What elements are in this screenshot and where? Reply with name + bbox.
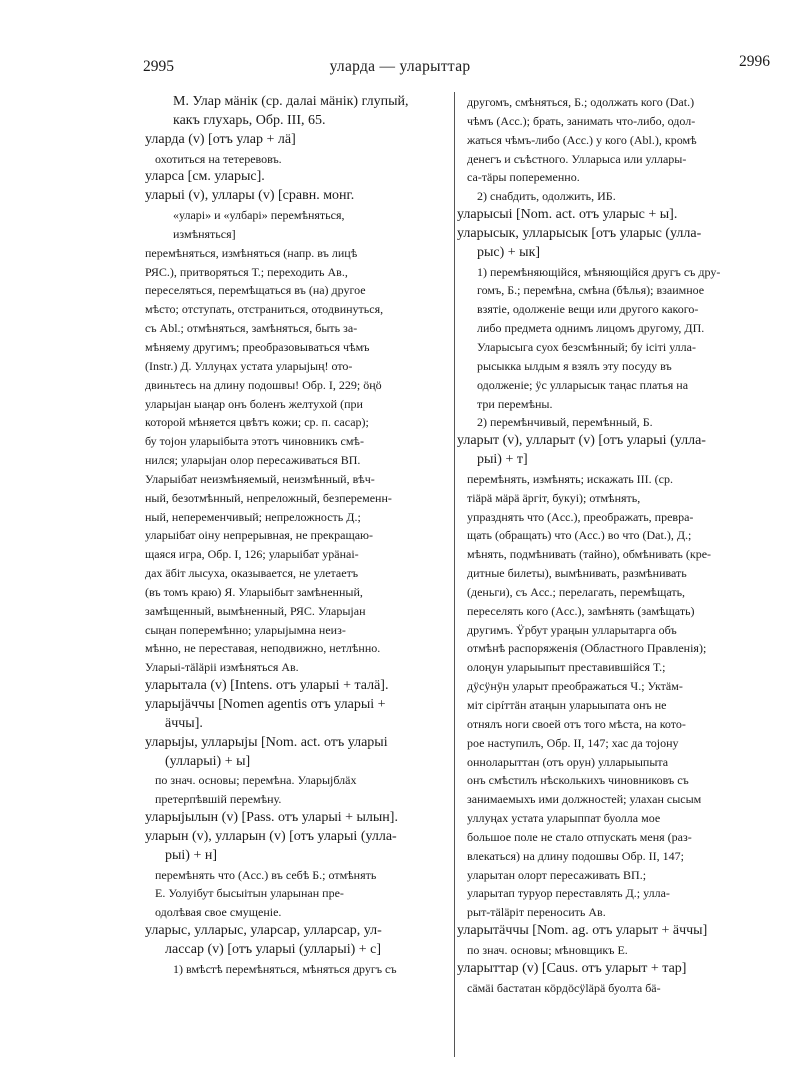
entry-text-line: (деньги), съ Acc.; перелагать, перемѣщать, <box>467 584 686 599</box>
entry-text-line: охотиться на тетеревовъ. <box>155 151 282 166</box>
entry-text-line: замѣщенный, вымѣненный, РЯС. Уларыјан <box>145 603 366 618</box>
page-number-right: 2996 <box>739 53 770 70</box>
entry-text-line: Уларысыга суох безсмѣнный; бу ісіті улла- <box>477 339 696 354</box>
entry-text-line: уларыібат оіну непрерывная, не прекращаю- <box>145 528 373 543</box>
entry-headword-line: рыс) + ык] <box>477 244 541 260</box>
entry-text-line: перемѣнять, измѣнять; искажать III. (ср. <box>467 471 673 486</box>
entry-text-line: уларытан олорт пересаживать ВП.; <box>467 867 647 882</box>
entry-text-line: са-тäры попеременно. <box>467 170 580 185</box>
entry-text-line: олоңун уларыыпыт преставившійся Т.; <box>467 660 666 675</box>
entry-headword-line: M. Улар мäнік (ср. далаі мäнік) глупый, <box>173 94 409 109</box>
entry-text-line: (въ томъ краю) Я. Уларыібыт замѣненный, <box>145 584 363 599</box>
entry-text-line: РЯС.), притворяться Т.; переходить Ав., <box>145 264 348 279</box>
entry-headword-line: уларысыі [Nom. act. отъ уларыс + ы]. <box>457 207 678 223</box>
entry-text-line: измѣняться] <box>173 226 236 241</box>
entry-text-line: 2) перемѣнчивый, перемѣнный, Б. <box>477 415 653 430</box>
entry-headword-line: уларыі (v), уллары (v) [сравн. монг. <box>145 188 355 204</box>
entry-text-line: влекаться) на длину подошвы Обр. II, 147; <box>467 848 684 863</box>
entry-headword-line: äччы]. <box>165 715 203 731</box>
entry-text-line: по знач. основы; мѣновщикъ Е. <box>467 942 628 957</box>
entry-text-line: рысыкка ылдым я взялъ эту посуду въ <box>477 358 672 373</box>
entry-headword-line: какъ глухарь, Обр. III, 65. <box>173 112 326 128</box>
entry-headword-line: уларыт (v), улларыт (v) [отъ уларыі (улла- <box>457 433 706 449</box>
entry-headword-line: уларыттар (v) [Caus. отъ уларыт + тар] <box>457 960 687 976</box>
entry-headword-line: уларыјылын (v) [Pass. отъ уларыі + ылын]. <box>145 810 398 826</box>
entry-headword-line: уларыјы, улларыјы [Nom. act. отъ уларыі <box>145 734 388 750</box>
entry-text-line: мѣняему другимъ; преобразовываться чѣмъ <box>145 339 370 354</box>
entry-text-line: по знач. основы; перемѣна. Уларыјблäх <box>155 773 357 788</box>
entry-text-line: занимаемыхъ ими должностей; улахан сысым <box>467 792 702 807</box>
entry-text-line: онноларыттан (отъ орун) улларыыпыта <box>467 754 669 769</box>
entry-headword-line: лассар (v) [отъ уларыі (улларыі) + с] <box>165 941 382 957</box>
entry-text-line: большое поле не стало отпускать меня (раз- <box>467 829 692 844</box>
entry-text-line: жаться чѣмъ-либо (Acc.) у кого (Abl.), кромѣ <box>467 132 697 147</box>
entry-text-line: рыт-тäläріт переносить Ав. <box>467 905 606 920</box>
entry-text-line: перемѣнять что (Acc.) въ себѣ Б.; отмѣнять <box>155 867 377 882</box>
entry-text-line: (Instr.) Д. Уллуңах устата уларыјың! ото- <box>145 358 353 373</box>
column-divider <box>454 92 455 1057</box>
entry-headword-line: (улларыі) + ы] <box>165 753 251 769</box>
entry-headword-line: уларытäччы [Nom. ag. отъ уларыт + äччы] <box>457 923 708 939</box>
entry-text-line: которой мѣняется цвѣтъ кожи; ср. п. сасар); <box>145 415 369 430</box>
entry-text-line: рое наступилъ, Обр. II, 147; хас да тојону <box>467 735 679 750</box>
entry-text-line: мѣнять, подмѣнивать (тайно), обмѣнивать (кре- <box>467 547 712 562</box>
entry-text-line: двиньтесь на длину подошвы! Обр. I, 229; öңö <box>145 377 382 392</box>
entry-text-line: сäмäі бастатан кöрдöсÿläрä буолта бä- <box>467 980 661 995</box>
entry-headword-line: уларыс, улларыс, уларсар, улларсар, ул- <box>145 923 382 939</box>
entry-text-line: сыңан поперемѣнно; уларыјымна неиз- <box>145 622 346 637</box>
entry-text-line: Уларыі-тäläрii измѣняться Ав. <box>145 660 299 675</box>
entry-text-line: уларыјан ыаңар онъ боленъ желтухой (при <box>145 396 363 411</box>
entry-text-line: онъ смѣстилъ нѣсколькихъ чиновниковъ съ <box>467 773 689 788</box>
entry-text-line: гомъ, Б.; перемѣна, смѣна (бѣлья); взаимное <box>477 283 705 298</box>
entry-headword-line: рыі) + н] <box>165 847 218 863</box>
entry-text-line: 1) перемѣняющійся, мѣняющійся другъ съ дру- <box>477 264 721 279</box>
entry-text-line: щаяся игра, Обр. I, 126; уларыібат урäнаі- <box>145 547 359 562</box>
entry-text-line: мѣсто; отступать, отстраниться, отодвинуться, <box>145 302 384 317</box>
entry-headword-line: уларса [см. уларыс]. <box>145 169 265 185</box>
entry-text-line: упразднять что (Acc.), преображать, превра- <box>467 509 694 524</box>
entry-text-line: 2) снабдить, одолжить, ИБ. <box>477 189 616 204</box>
entry-text-line: другомъ, смѣняться, Б.; одолжать кого (Dat.) <box>467 95 695 109</box>
entry-headword-line: уларыјäччы [Nomen agentis отъ уларыі + <box>145 697 386 712</box>
entry-text-line: взятіе, одолженіе вещи или другого какого- <box>477 302 699 317</box>
entry-headword-line: уларын (v), улларын (v) [отъ уларыі (улла- <box>145 828 397 844</box>
entry-text-line: чѣмъ (Acc.); брать, занимать что-либо, одол- <box>467 113 696 128</box>
entry-headword-line: уларда (v) [отъ улар + лä] <box>145 131 296 147</box>
entry-text-line: либо предмета однимъ лицомъ другому, ДП. <box>477 321 705 336</box>
entry-text-line: 1) вмѣстѣ перемѣняться, мѣняться другъ съ <box>173 961 397 976</box>
right-column <box>457 93 757 998</box>
entry-text-line: отнялъ ноги своей отъ того мѣста, на кото- <box>467 716 686 731</box>
page-header <box>0 53 800 80</box>
entry-text-line: отмѣнѣ распоряженія (Областного Правленія); <box>467 641 707 656</box>
entry-text-line: перемѣняться, измѣняться (напр. въ лицѣ <box>145 245 358 260</box>
page-number-left: 2995 <box>143 58 174 75</box>
entry-text-line: переселяться, перемѣщаться въ (на) другое <box>145 283 366 298</box>
entry-text-line: одолѣвая свое смущеніе. <box>155 905 282 920</box>
entry-headword-line: рыі) + т] <box>477 452 528 468</box>
entry-headword-line: уларысык, улларысык [отъ уларыс (улла- <box>457 225 702 241</box>
entry-headword-line: уларытала (v) [Intens. отъ уларыі + талä]. <box>145 678 389 694</box>
entry-text-line: дитные билеты), вымѣнивать, размѣнивать <box>467 566 687 581</box>
entry-text-line: уллуңах устата уларыппат буолла мое <box>467 811 661 826</box>
left-column <box>145 93 451 979</box>
entry-text-line: претерпѣвшій перемѣну. <box>155 792 282 807</box>
entry-text-line: уларытап туруор переставлять Д.; улла- <box>467 886 670 901</box>
entry-text-line: бу тојон уларыібыта этотъ чиновникъ смѣ- <box>145 434 364 449</box>
entry-text-line: ный, непеременчивый; непреложность Д.; <box>145 509 361 524</box>
running-title: уларда — уларыттар <box>329 58 471 75</box>
entry-text-line: міт сірíттäн атаңын уларыыпата онъ не <box>467 698 667 712</box>
entry-text-line: съ Abl.; отмѣняться, замѣняться, быть за- <box>145 321 358 336</box>
entry-text-line: одолженіе; ÿс улларысык таңас платья на <box>477 377 689 392</box>
entry-text-line: другимъ. Ÿрбут ураңын улларытарга объ <box>467 622 677 637</box>
entry-text-line: дÿсÿнÿн уларыт преображаться Ч.; Уктäм- <box>467 679 683 694</box>
entry-text-line: три перемѣны. <box>477 396 553 411</box>
entry-text-line: «улар‍і» и «улбарі» перемѣняться, <box>173 208 345 223</box>
entry-text-line: Уларыібат неизмѣняемый, неизмѣнный, вѣч- <box>145 471 375 486</box>
entry-text-line: Е. Уолуібут бысыітын уларынан пре- <box>155 886 344 901</box>
entry-text-line: переселять кого (Acc.), замѣнять (замѣщать) <box>467 603 695 618</box>
entry-text-line: тіäрä мäрä äргіт, букуі); отмѣнять, <box>467 490 641 505</box>
entry-text-line: дах äбіт лысуха, оказывается, не улетаетъ <box>145 566 359 581</box>
entry-text-line: нился; уларыјан олор пересаживаться ВП. <box>145 453 361 468</box>
entry-text-line: щать (обращать) что (Acc.) во что (Dat.), Д.; <box>467 528 692 543</box>
entry-text-line: денегъ и съѣстного. Улларыса или уллары- <box>467 151 687 166</box>
entry-text-line: ный, безотмѣнный, непреложный, безпеременн- <box>145 490 392 505</box>
entry-text-line: мѣнно, не переставая, неподвижно, нетлѣнно. <box>145 641 381 656</box>
